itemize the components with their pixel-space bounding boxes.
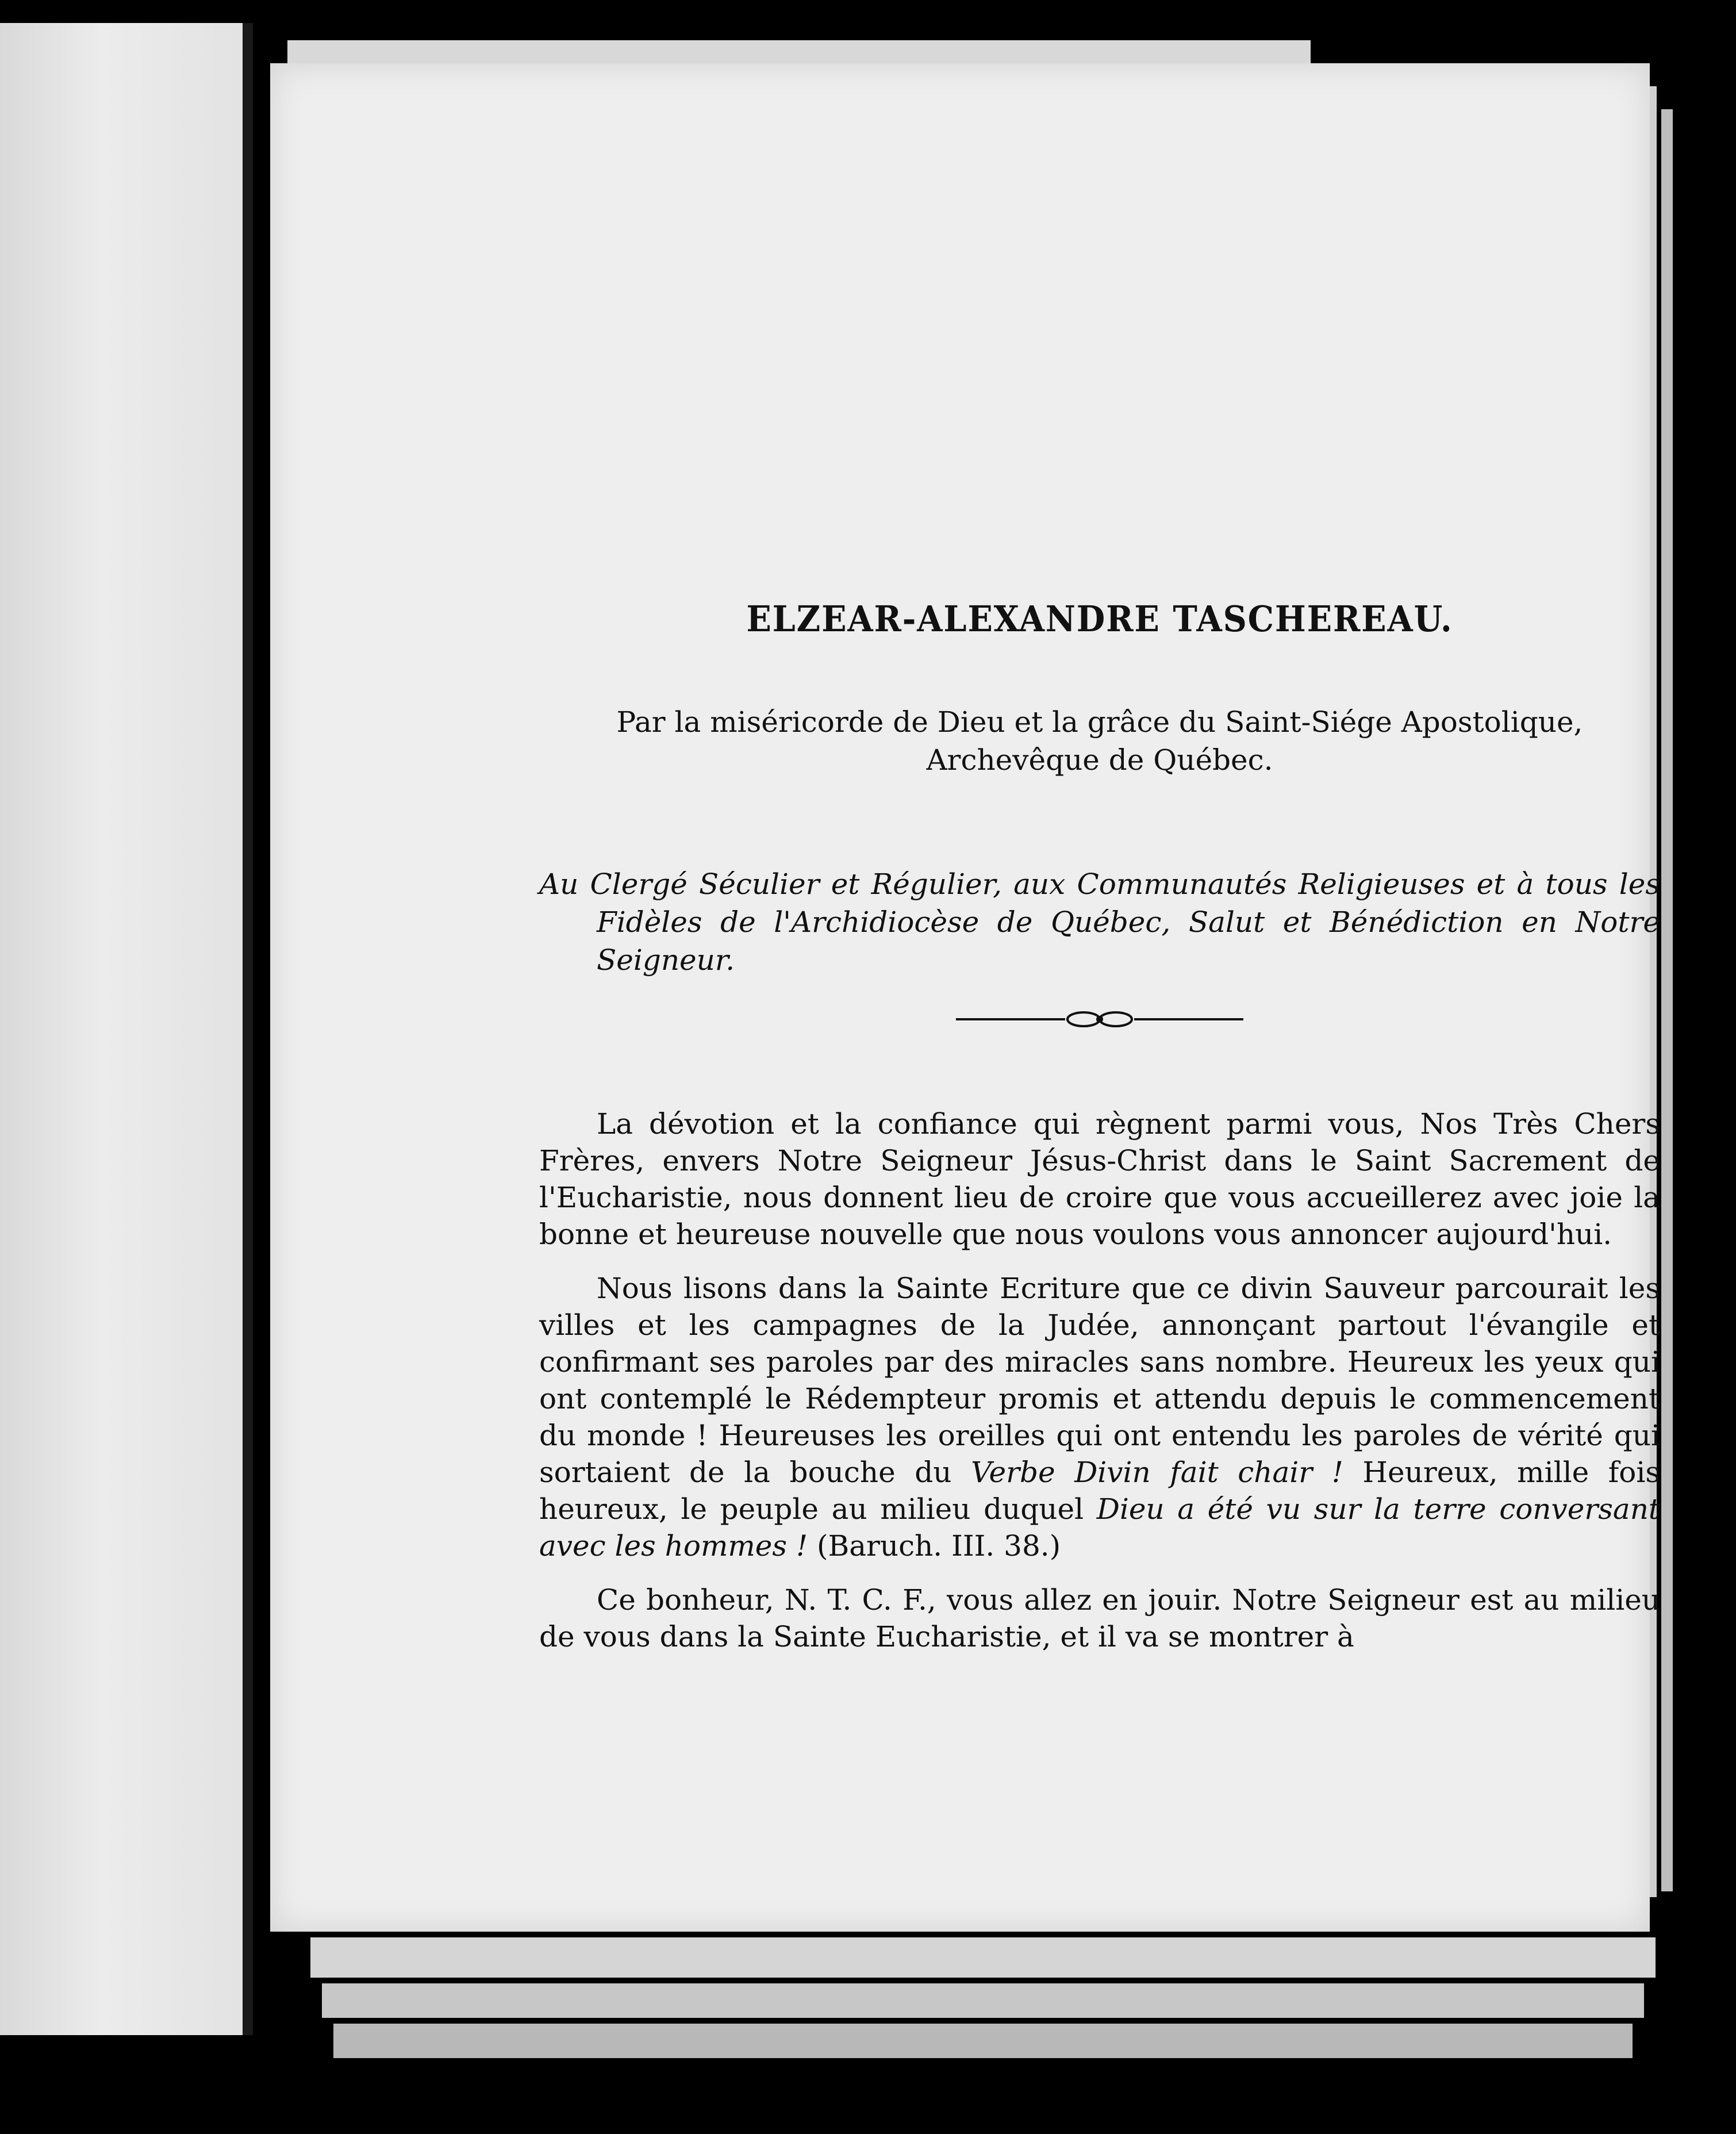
page-gutter-edge	[243, 23, 253, 2035]
document-page	[270, 63, 1661, 1932]
left-facing-page	[0, 23, 253, 2035]
page-stack-bottom-edge-2	[322, 1983, 1644, 2018]
salutation-address: Au Clergé Séculier et Régulier, aux Communautés Religieuses et à tous les Fidèles de l'Archidiocèse de Québec, Salut et Bénédiction en Notre Seigneur.	[539, 868, 1660, 977]
paragraph-3: Ce bonheur, N. T. C. F., vous allez en jouir. Notre Seigneur est au milieu de vous dans la Sainte Eucharistie, et il va se montrer à	[539, 1583, 1660, 1653]
subtitle-line-1: Par la miséricorde de Dieu et la grâce du Saint-Siége Apostolique,	[616, 705, 1583, 739]
document-body	[539, 523, 1660, 1655]
paragraph-2-italic-a: Verbe Divin fait chair !	[971, 1456, 1343, 1489]
subtitle-line-2: Archevêque de Québec.	[926, 743, 1273, 777]
paragraph-2-italic-b: Dieu a été vu sur la terre conversant avec les hommes !	[539, 1492, 1661, 1563]
ornament-divider	[950, 1008, 1249, 1031]
paragraph-1: La dévotion et la confiance qui règnent parmi vous, Nos Très Chers Frères, envers Notre Seigneur Jésus-Christ dans le Saint Sacrement de l'Eucharistie, nous donnent lieu de croire que vous accueillerez avec joie la bonne et heureuse nouvelle que nous voulons vous annoncer aujourd'hui.	[539, 1107, 1660, 1251]
paragraph-2-text-a: Nous lisons dans la Sainte Ecriture que ce divin Sauveur parcourait les villes et les campagnes de la Judée, annonçant partout l'évangile et confirmant ses paroles par des miracles sans nombre. Heureux les yeux qui ont contemplé le Rédempteur promis et attendu depuis le commencement du monde ! Heureuses les oreilles qui ont entendu les paroles de vérité qui sortaient de la bouche du	[539, 1272, 1660, 1489]
page-stack-right-edge-2	[1661, 109, 1673, 1891]
page-stack-bottom-edge	[310, 1937, 1656, 1978]
page-stack-bottom-edge-3	[333, 2024, 1633, 2058]
document-subtitle	[539, 703, 1660, 779]
paragraph-2-text-c: (Baruch. III. 38.)	[808, 1529, 1061, 1563]
paragraph-2	[539, 1270, 1660, 1564]
document-title: ELZEAR-ALEXANDRE TASCHEREAU.	[746, 598, 1453, 640]
paragraph-2-text-b: Heureux, mille fois heureux, le peuple au milieu duquel	[539, 1456, 1660, 1526]
